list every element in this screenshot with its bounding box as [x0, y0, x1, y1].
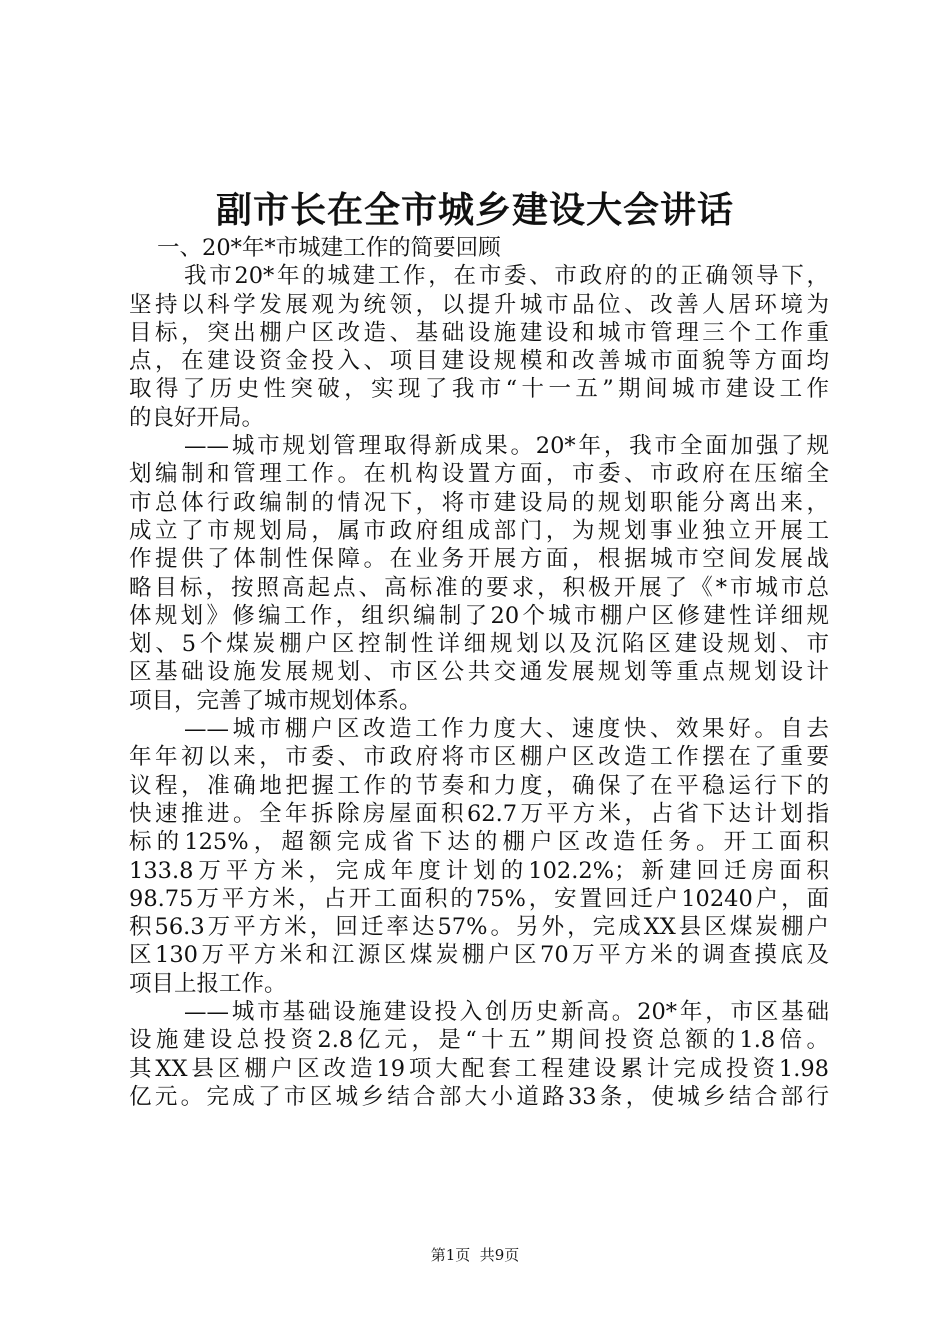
body-line: ——城市基础设施建设投入创历史新高。20*年，市区基础 [184, 999, 829, 1026]
body-line: 划、5个煤炭棚户区控制性详细规划以及沉陷区建设规划、市 [129, 631, 829, 658]
body-line: 133.8万平方米，完成年度计划的102.2%；新建回迁房面积 [129, 857, 829, 884]
body-line: 略目标，按照高起点、高标准的要求，积极开展了《*市城市总 [129, 574, 829, 601]
body-line: 目标，突出棚户区改造、基础设施建设和城市管理三个工作重 [129, 319, 829, 346]
body-line: 体规划》修编工作，组织编制了20个城市棚户区修建性详细规 [129, 602, 829, 629]
document-title: 副市长在全市城乡建设大会讲话 [215, 189, 734, 231]
body-line: 点，在建设资金投入、项目建设规模和改善城市面貌等方面均 [129, 348, 829, 375]
body-line: ——城市规划管理取得新成果。20*年，我市全面加强了规 [184, 433, 829, 460]
body-line: 坚持以科学发展观为统领，以提升城市品位、改善人居环境为 [129, 291, 829, 318]
document-body [129, 234, 829, 1111]
body-line: 区130万平方米和江源区煤炭棚户区70万平方米的调查摸底及 [129, 942, 829, 969]
body-line: ——城市棚户区改造工作力度大、速度快、效果好。自去 [184, 716, 829, 743]
body-line: 划编制和管理工作。在机构设置方面，市委、市政府在压缩全 [129, 461, 829, 488]
body-line: 取得了历史性突破，实现了我市“十一五”期间城市建设工作 [129, 376, 829, 403]
body-line: 作提供了体制性保障。在业务开展方面，根据城市空间发展战 [129, 546, 829, 573]
body-line: 项目上报工作。 [129, 970, 287, 997]
body-line: 成立了市规划局，属市政府组成部门，为规划事业独立开展工 [129, 517, 829, 544]
body-line: 年年初以来，市委、市政府将市区棚户区改造工作摆在了重要 [129, 744, 829, 771]
body-line: 亿元。完成了市区城乡结合部大小道路33条，使城乡结合部行 [129, 1083, 829, 1110]
body-line: 议程，准确地把握工作的节奏和力度，确保了在平稳运行下的 [129, 772, 829, 799]
body-line: 积56.3万平方米，回迁率达57%。另外，完成XX县区煤炭棚户 [129, 914, 829, 941]
body-line: 其XX县区棚户区改造19项大配套工程建设累计完成投资1.98 [129, 1055, 829, 1082]
body-line: 快速推进。全年拆除房屋面积62.7万平方米，占省下达计划指 [129, 800, 829, 827]
page-footer: 第1页 共9页 [430, 1246, 520, 1264]
body-line: 标的125%，超额完成省下达的棚户区改造任务。开工面积 [129, 829, 829, 856]
body-line: 市总体行政编制的情况下，将市建设局的规划职能分离出来， [129, 489, 829, 516]
section-heading: 一、20*年*市城建工作的简要回顾 [157, 235, 501, 261]
body-line: 项目，完善了城市规划体系。 [129, 687, 422, 714]
body-line: 的良好开局。 [129, 404, 265, 431]
body-line: 我市20*年的城建工作，在市委、市政府的的正确领导下， [184, 263, 829, 290]
body-line: 98.75万平方米，占开工面积的75%，安置回迁户10240户，面 [129, 885, 829, 912]
body-line: 区基础设施发展规划、市区公共交通发展规划等重点规划设计 [129, 659, 829, 686]
body-line: 设施建设总投资2.8亿元，是“十五”期间投资总额的1.8倍。 [129, 1027, 829, 1054]
